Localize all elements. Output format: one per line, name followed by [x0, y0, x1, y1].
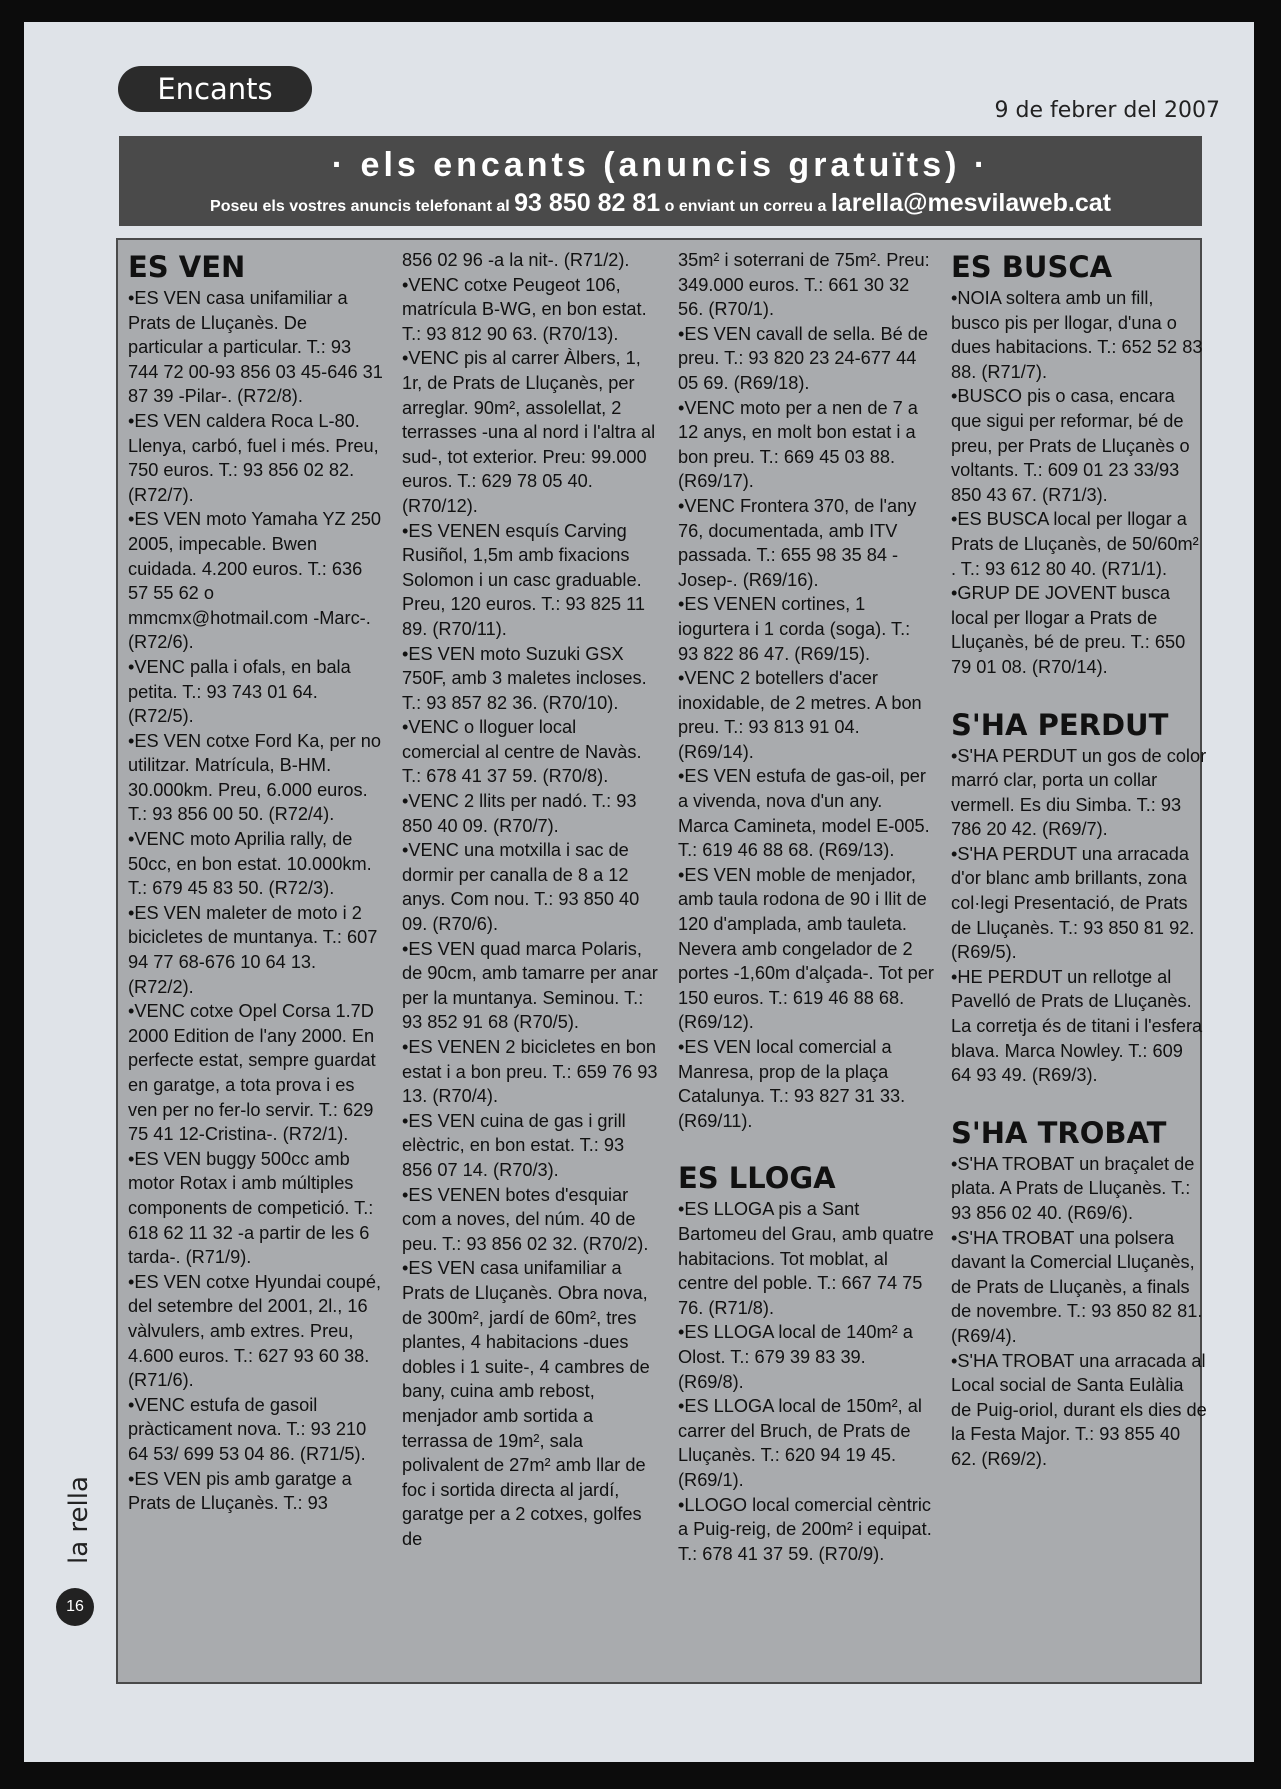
ad-item: •ES VENEN esquís Carving Rusiñol, 1,5m amb fixacions Solomon i un casc graduable. Preu, 120 euros. T.: 93 825 11 89. (R70/11).: [402, 520, 646, 639]
banner-email: larella@mesvilaweb.cat: [830, 189, 1111, 217]
ad-item: •HE PERDUT un rellotge al Pavelló de Prats de Lluçanès. La corretja és de titani i l'esfera blava. Marca Nowley. T.: 609 64 93 49. (R69/3).: [951, 966, 1203, 1086]
ad-item: •ES VEN cuina de gas i grill elèctric, en bon estat. T.: 93 856 07 14. (R70/3).: [402, 1110, 626, 1180]
ad-item: •S'HA PERDUT un gos de color marró clar, porta un collar vermell. Es diu Simba. T.: 93 786 20 42. (R69/7).: [951, 745, 1207, 840]
ad-item: •VENC pis al carrer Àlbers, 1, 1r, de Prats de Lluçanès, per arreglar. 90m², assolellat, 2 terrasses -una al nord i l'altra al sud-, tot exterior. Preu: 99.000 euros. T.: 629 78 05 40. (R70/12).: [402, 348, 656, 516]
ad-item: •VENC Frontera 370, de l'any 76, documentada, amb ITV passada. T.: 655 98 35 84 -Josep-. (R69/16).: [678, 495, 917, 590]
heading-es-busca: ES BUSCA: [951, 250, 1113, 284]
ad-item: •ES VENEN 2 bicicletes en bon estat i a bon preu. T.: 659 76 93 13. (R70/4).: [402, 1037, 658, 1107]
page-number: 16: [56, 1588, 94, 1626]
ad-item: •NOIA soltera amb un fill, busco pis per llogar, d'una o dues habitacions. T.: 652 52 83 88. (R71/7).: [951, 288, 1203, 382]
ad-item: •LLOGO local comercial cèntric a Puig-reig, de 200m² i equipat. T.: 678 41 37 59. (R70/9).: [678, 1494, 932, 1564]
ads-column-1: [128, 248, 384, 1516]
ad-item: •VENC una motxilla i sac de dormir per canalla de 8 a 12 anys. Com nou. T.: 93 850 40 09. (R70/6).: [402, 840, 640, 935]
ad-item: •ES VEN estufa de gas-oil, per a vivenda, nova d'un any. Marca Camineta, model E-005. T.: 619 46 88 68. (R69/13).: [678, 766, 930, 861]
ads-column-3: [678, 248, 934, 1566]
heading-es-lloga: ES LLOGA: [678, 1161, 836, 1196]
ad-item: •ES VEN moto Suzuki GSX 750F, amb 3 maletes incloses. T.: 93 857 82 36. (R70/10).: [402, 643, 647, 713]
ad-item: •VENC moto Aprilia rally, de 50cc, en bon estat. 10.000km. T.: 679 45 83 50. (R72/3).: [128, 829, 372, 899]
ad-item: •VENC cotxe Peugeot 106, matrícula B-WG, en bon estat. T.: 93 812 90 63. (R70/13).: [402, 274, 647, 344]
ads-panel: [116, 238, 1207, 1684]
publication-brand: la rella: [64, 1476, 94, 1564]
ad-item: •S'HA TROBAT una arracada al Local social de Santa Eulàlia de Puig-oriol, durant els dies de la Festa Major. T.: 93 855 40 62. (R69/2).: [951, 1350, 1207, 1469]
ad-item: •ES VEN moble de menjador, amb taula rodona de 90 i llit de 120 d'amplada, amb tauleta. Nevera amb congelador de 2 portes -1,60m d'alçada-. Tot per 150 euros. T.: 619 46 88 68. (R69/12).: [678, 864, 934, 1033]
ad-item: •GRUP DE JOVENT busca local per llogar a Prats de Lluçanès, bé de preu. T.: 650 79 01 08. (R70/14).: [951, 583, 1186, 677]
ad-item: •ES VEN maleter de moto i 2 bicicletes de muntanya. T.: 607 94 77 68-676 10 64 13. (R72/2).: [128, 902, 378, 997]
section-gap: [951, 1088, 1207, 1114]
ads-column-2: [402, 248, 658, 1551]
section-gap: [951, 680, 1207, 706]
ad-item: •ES VEN caldera Roca L-80. Llenya, carbó, fuel i més. Preu, 750 euros. T.: 93 856 02 82. (R72/7).: [128, 410, 379, 505]
ad-item: •ES VEN buggy 500cc amb motor Rotax i amb múltiples components de competició. T.: 618 62 11 32 -a partir de les 6 tarda-. (R71/9).: [128, 1148, 374, 1268]
ad-item: •S'HA TROBAT una polsera davant la Comercial Lluçanès, de Prats de Lluçanès, a finals de novembre. T.: 93 850 82 81. (R69/4).: [951, 1227, 1203, 1346]
ad-item: •VENC cotxe Opel Corsa 1.7D 2000 Edition de l'any 2000. En perfecte estat, sempre guardat en garatge, a tota prova i es ven per no fer-lo servir. T.: 629 75 41 12-Cristina-. (R72/1).: [128, 1001, 376, 1145]
ad-item: •VENC palla i ofals, en bala petita. T.: 93 743 01 64. (R72/5).: [128, 656, 351, 727]
ad-item: •S'HA TROBAT un braçalet de plata. A Prats de Lluçanès. T.: 93 856 02 40. (R69/6).: [951, 1153, 1195, 1223]
banner-sub-middle: o enviant un correu a: [664, 198, 827, 215]
ad-item: •S'HA PERDUT una arracada d'or blanc amb brillants, zona col·legi Presentació, de Prats de Lluçanès. T.: 93 850 81 92. (R69/5).: [951, 843, 1195, 963]
banner-phone: 93 850 82 81: [514, 189, 661, 217]
ad-item: •VENC estufa de gasoil pràcticament nova. T.: 93 210 64 53/ 699 53 04 86. (R71/5).: [128, 1394, 367, 1464]
banner-subtitle: [119, 189, 1202, 221]
heading-sha-trobat: S'HA TROBAT: [951, 1115, 1167, 1150]
ad-item: •ES VEN moto Yamaha YZ 250 2005, impecable. Bwen cuidada. 4.200 euros. T.: 636 57 55 62 o mmcmx@hotmail.com -Marc-. (R72/6).: [128, 509, 382, 653]
ad-item: 856 02 96 -a la nit-. (R71/2).: [402, 250, 630, 270]
newspaper-page: [24, 22, 1254, 1762]
ad-item: •ES VEN cavall de sella. Bé de preu. T.: 93 820 23 24-677 44 05 69. (R69/18).: [678, 323, 929, 393]
ad-item: •VENC 2 llits per nadó. T.: 93 850 40 09. (R70/7).: [402, 791, 637, 836]
ad-item: •ES VEN casa unifamiliar a Prats de Lluçanès. De particular a particular. T.: 93 744 72 00-93 856 03 45-646 31 87 39 -Pilar-. (R72/8).: [128, 288, 383, 407]
ad-item: •ES VEN casa unifamiliar a Prats de Lluçanès. Obra nova, de 300m², jardí de 60m², tres plantes, 4 habitacions -dues dobles i 1 suite-, 4 cambres de bany, cuina amb rebost, menjador amb sortida a terrassa de 19m², sala polivalent de 27m² amb llar de foc i sortida directa al jardí, garatge per a 2 cotxes, golfes de: [402, 1258, 650, 1549]
section-label: Encants: [118, 66, 312, 112]
ad-item: •ES VEN cotxe Hyundai coupé, del setembre del 2001, 2l., 16 vàlvulers, amb extres. Preu, 4.600 euros. T.: 627 93 60 38. (R71/6).: [128, 1271, 382, 1391]
banner-sub-prefix: Poseu els vostres anuncis telefonant al: [210, 198, 510, 215]
ad-item: •ES VEN local comercial a Manresa, prop de la plaça Catalunya. T.: 93 827 31 33. (R69/11).: [678, 1037, 906, 1131]
ad-item: •ES LLOGA pis a Sant Bartomeu del Grau, amb quatre habitacions. Tot moblat, al centre del poble. T.: 667 74 75 76. (R71/8).: [678, 1199, 934, 1318]
classifieds-banner: [119, 136, 1202, 226]
ad-item: •ES VENEN botes d'esquiar com a noves, del núm. 40 de peu. T.: 93 856 02 32. (R70/2).: [402, 1184, 649, 1254]
ads-column-4: [951, 248, 1207, 1472]
ad-item: •ES VEN quad marca Polaris, de 90cm, amb tamarre per anar per la muntanya. Seminou. T.: 93 852 91 68 (R70/5).: [402, 938, 658, 1033]
ad-item: •VENC 2 botellers d'acer inoxidable, de 2 metres. A bon preu. T.: 93 813 91 04. (R69/14).: [678, 668, 922, 762]
ad-item: •VENC o lloguer local comercial al centre de Navàs. T.: 678 41 37 59. (R70/8).: [402, 717, 642, 787]
heading-es-ven: ES VEN: [128, 250, 246, 284]
ad-item: •BUSCO pis o casa, encara que sigui per reformar, bé de preu, per Prats de Lluçanès o voltants. T.: 609 01 23 33/93 850 43 67. (R71/3).: [951, 386, 1190, 505]
issue-date: 9 de febrer del 2007: [994, 98, 1220, 123]
ad-item: •ES BUSCA local per llogar a Prats de Lluçanès, de 50/60m² . T.: 93 612 80 40. (R71/1).: [951, 509, 1199, 579]
heading-sha-perdut: S'HA PERDUT: [951, 707, 1169, 742]
ad-item: •ES LLOGA local de 150m², al carrer del Bruch, de Prats de Lluçanès. T.: 620 94 19 45. (R69/1).: [678, 1396, 922, 1490]
ad-item: •VENC moto per a nen de 7 a 12 anys, en molt bon estat i a bon preu. T.: 669 45 03 88. (R69/17).: [678, 397, 918, 492]
ad-item: 35m² i soterrani de 75m². Preu: 349.000 euros. T.: 661 30 32 56. (R70/1).: [678, 250, 930, 320]
ad-item: •ES LLOGA local de 140m² a Olost. T.: 679 39 83 39. (R69/8).: [678, 1322, 913, 1392]
section-gap: [678, 1133, 934, 1159]
ad-item: •ES VEN cotxe Ford Ka, per no utilitzar. Matrícula, B-HM. 30.000km. Preu, 6.000 euros. T.: 93 856 00 50. (R72/4).: [128, 730, 382, 825]
ad-item: •ES VEN pis amb garatge a Prats de Lluçanès. T.: 93: [128, 1468, 352, 1514]
banner-title: · els encants (anuncis gratuïts) ·: [331, 146, 990, 184]
ad-item: •ES VENEN cortines, 1 iogurtera i 1 corda (soga). T.: 93 822 86 47. (R69/15).: [678, 594, 911, 664]
